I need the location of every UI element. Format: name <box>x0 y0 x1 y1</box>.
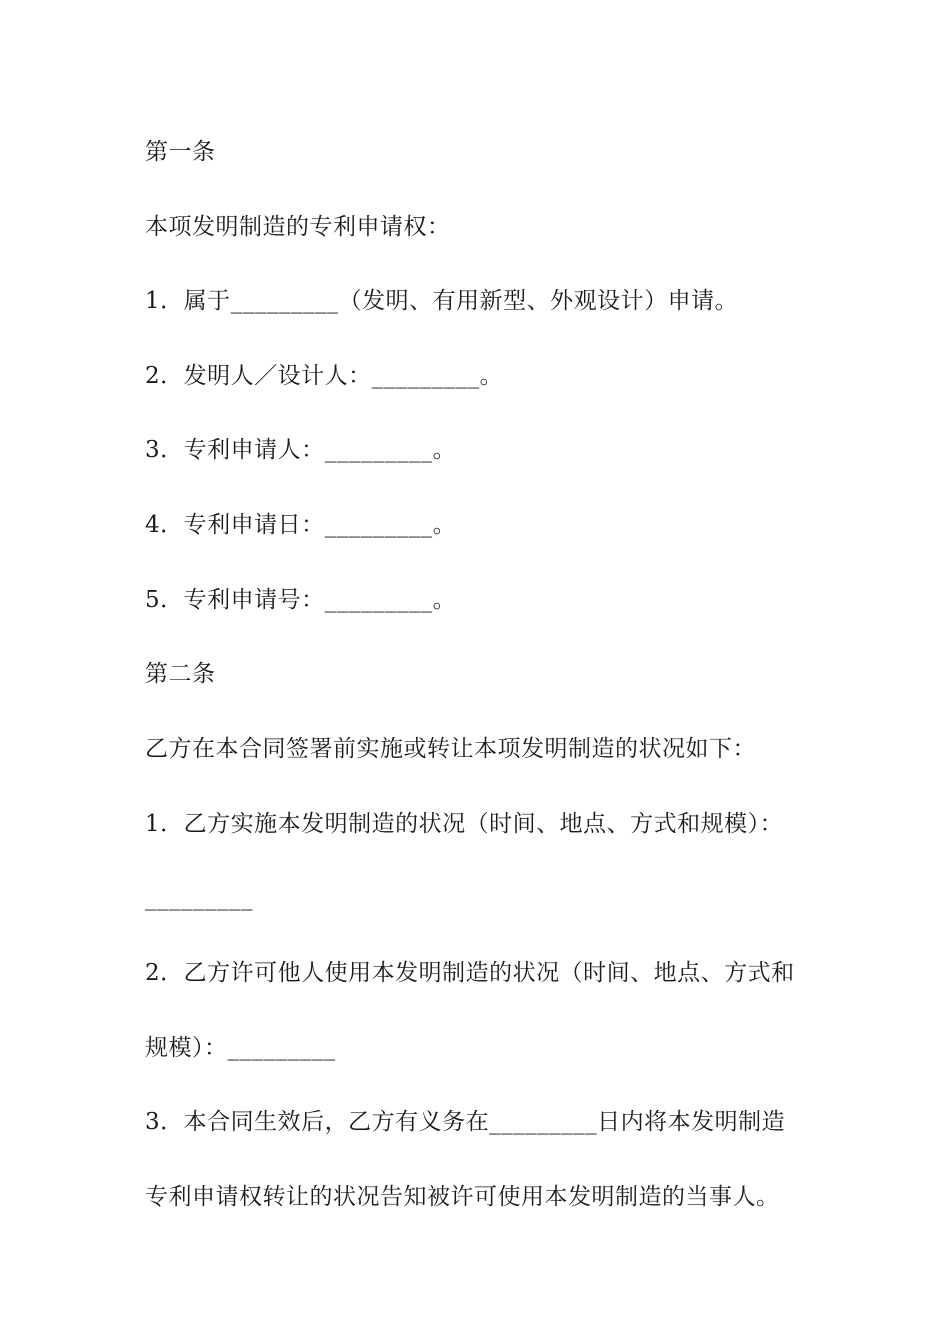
clause-2-1-blank: _________ <box>145 885 253 911</box>
clause-2-3-cont: 专利申请权转让的状况告知被许可使用本发明制造的当事人。 <box>145 1184 780 1210</box>
clause-1-4: 4．专利申请日：_________。 <box>145 512 457 538</box>
article-1-intro: 本项发明制造的专利申请权： <box>145 214 451 240</box>
clause-1-5: 5．专利申请号：_________。 <box>145 587 457 613</box>
clause-1-1: 1．属于_________（发明、有用新型、外观设计）申请。 <box>145 288 739 314</box>
clause-2-3: 3．本合同生效后，乙方有义务在_________日内将本发明制造 <box>145 1109 786 1135</box>
article-2-heading: 第二条 <box>145 661 216 687</box>
clause-2-2-cont: 规模）：_________ <box>145 1035 336 1061</box>
clause-2-1: 1．乙方实施本发明制造的状况（时间、地点、方式和规模）： <box>145 811 784 837</box>
article-2-intro: 乙方在本合同签署前实施或转让本项发明制造的状况如下： <box>145 736 756 762</box>
clause-1-3: 3．专利申请人：_________。 <box>145 437 457 463</box>
clause-1-2: 2．发明人／设计人：_________。 <box>145 363 504 389</box>
article-1-heading: 第一条 <box>145 139 216 165</box>
clause-2-2: 2．乙方许可他人使用本发明制造的状况（时间、地点、方式和 <box>145 960 795 986</box>
